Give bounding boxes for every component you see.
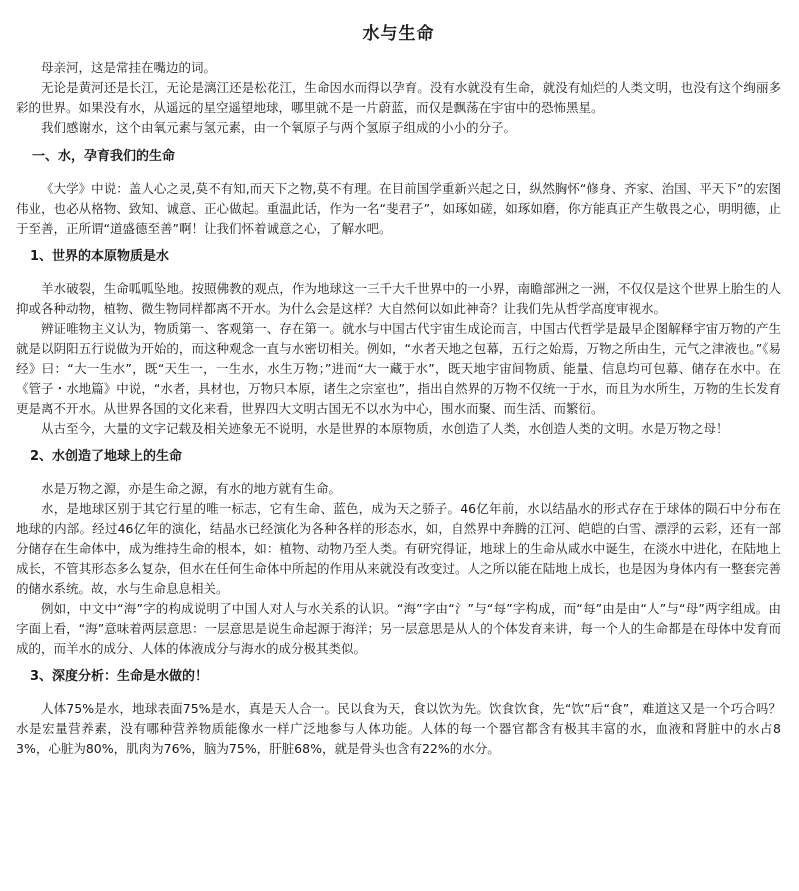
subsection-paragraph: 例如，中文中“海”字的构成说明了中国人对人与水关系的认识。“海”字由“氵”与“每”字构成，而“每”由是由“人”与“母”两字组成。由字面上看，“海”意味着两层意思：一层意思是说生命起源于海洋；另一层意思是从人的个体发育来讲，每一个人的生命都是在母体中发育而成的，而羊水的成分、人体的体液成分与海水的成分极其类似。	[16, 601, 781, 656]
subsection-2	[16, 447, 781, 659]
section-paragraph: 《大学》中说：盖人心之灵,莫不有知,而天下之物,莫不有理。在目前国学重新兴起之日，纵然胸怀“修身、齐家、治国、平天下”的宏图伟业，也必从格物、致知、诚意、正心做起。重温此话，作为一名“斐君子”，如琢如磋，如琢如磨，你方能真正产生敬畏之心，明明德，止于至善，正所谓“道盛德至善”啊！让我们怀着诚意之心，了解水吧。	[16, 181, 781, 236]
subsection-paragraph: 人体75%是水，地球表面75%是水，真是天人合一。民以食为天，食以饮为先。饮食饮食，先“饮”后“食”，难道这又是一个巧合吗？水是宏量营养素，没有哪种营养物质能像水一样广泛地参与人体功能。人体的每一个器官都含有极其丰富的水，血液和肾脏中的水占83%，心脏为80%，肌肉为76%，脑为75%，肝脏68%，就是骨头也含有22%的水分。	[16, 701, 781, 756]
intro-section	[16, 58, 781, 138]
subsection-1	[16, 247, 781, 439]
intro-paragraph: 母亲河，这是常挂在嘴边的词。	[41, 60, 217, 75]
subsection-paragraph: 从古至今，大量的文字记载及相关迹象无不说明，水是世界的本原物质，水创造了人类，水创造人类的文明。水是万物之母！	[41, 421, 729, 436]
subsection-paragraph: 辨证唯物主义认为，物质第一、客观第一、存在第一。就水与中国古代宇宙生成论而言，中国古代哲学是最早企图解释宇宙万物的产生就是以阴阳五行说做为开始的，而这种观念一直与水密切相关。例如，“水者天地之包幕，五行之始焉，万物之所由生，元气之津液也。”《易经》曰：“大一生水”，既“天生一，一生水，水生万物；”进而“大一藏于水”，既天地宇宙间物质、能量、信息均可包幕、储存在水中。在《管子・水地篇》中说，“水者，具材也，万物只本原，诸生之宗室也”，指出自然界的万物不仅统一于水，而且为水所生，万物的生长发育更是离不开水。从世界各国的文化来看，世界四大文明古国无不以水为中心，围水而聚、而生活、而繁衍。	[16, 321, 781, 416]
intro-paragraph: 无论是黄河还是长江，无论是漓江还是松花江，生命因水而得以孕育。没有水就没有生命，就没有灿烂的人类文明，也没有这个绚丽多彩的世界。如果没有水，从遥远的星空遥望地球，哪里就不是一片蔚蓝，而仅是飘荡在宇宙中的恐怖黑星。	[16, 80, 781, 115]
subsection-heading: 1、世界的本原物质是水	[30, 249, 170, 264]
section-heading: 一、水，孕育我们的生命	[32, 149, 176, 164]
section-1	[16, 147, 781, 239]
subsection-paragraph: 水是万物之源，亦是生命之源，有水的地方就有生命。	[41, 481, 342, 496]
document-title: 水与生命	[362, 24, 435, 44]
subsection-3	[16, 667, 781, 759]
subsection-paragraph: 水，是地球区别于其它行星的唯一标志，它有生命、蓝色，成为天之骄子。46亿年前，水以结晶水的形式存在于球体的陨石中分布在地球的内部。经过46亿年的演化，结晶水已经演化为各种各样的形态水，如，自然界中奔腾的江河、皑皑的白雪、漂浮的云彩，还有一部分储存在生命体中，成为维持生命的根本，如：植物、动物乃至人类。有研究得证，地球上的生命从咸水中诞生，在淡水中进化，在陆地上成长，不管其形态多么复杂，但水在任何生命体中所起的作用从来就没有改变过。人之所以能在陆地上成长，也是因为身体内有一整套完善的储水系统。故，水与生命息息相关。	[16, 501, 781, 596]
intro-paragraph: 我们感谢水，这个由氧元素与氢元素，由一个氧原子与两个氢原子组成的小小的分子。	[41, 120, 517, 135]
subsection-paragraph: 羊水破裂，生命呱呱坠地。按照佛教的观点，作为地球这一三千大千世界中的一小界，南瞻部洲之一洲，不仅仅是这个世界上胎生的人抑或各种动物，植物、微生物同样都离不开水。为什么会是这样？大自然何以如此神奇？让我们先从哲学高度审视水。	[16, 281, 781, 316]
subsection-heading: 3、深度分析：生命是水做的！	[30, 669, 209, 684]
subsection-heading: 2、水创造了地球上的生命	[30, 449, 183, 464]
